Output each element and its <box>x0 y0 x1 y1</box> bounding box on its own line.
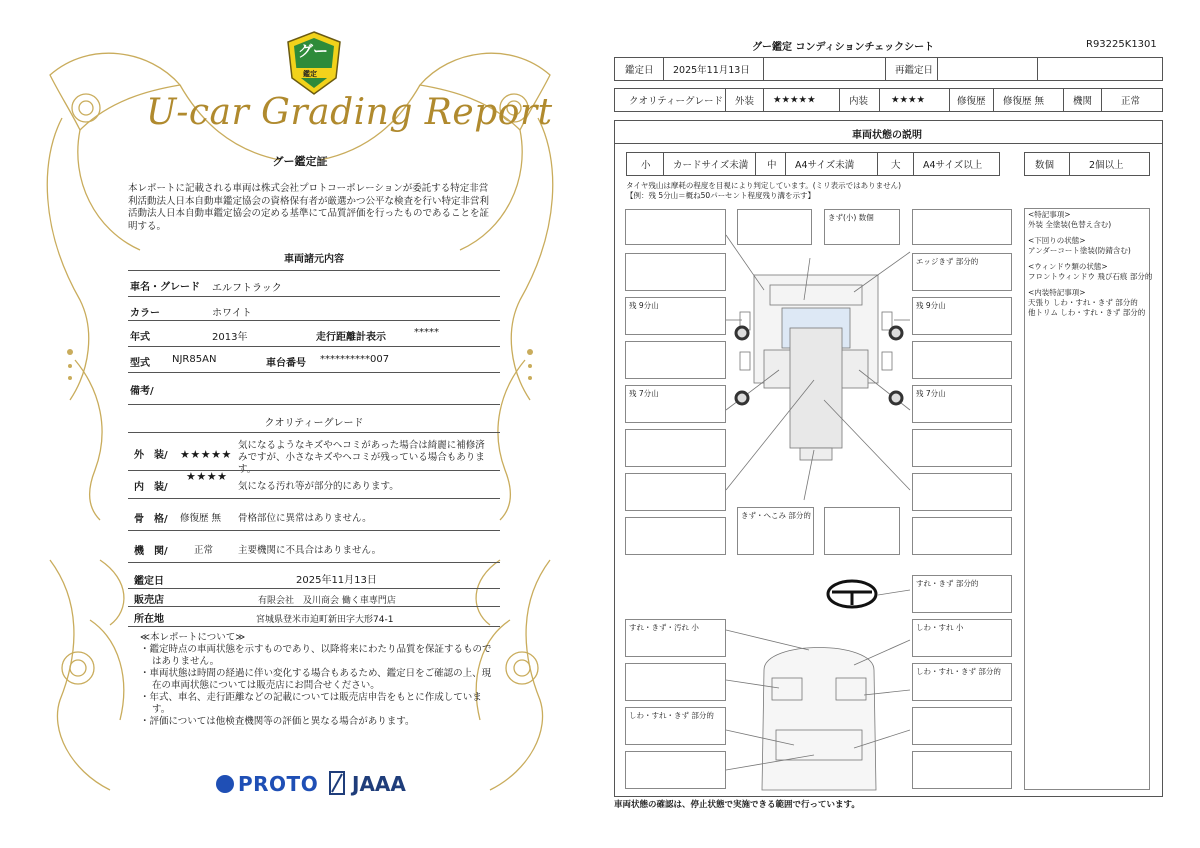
badge-kantei-text: 鑑定 <box>303 70 317 78</box>
damage-box <box>625 751 726 789</box>
legend-count: 数個 <box>1035 160 1055 171</box>
car-name-value: エルフトラック <box>212 283 282 294</box>
damage-box-seat-rear-left: しわ・すれ・きず 部分的 <box>625 707 726 745</box>
remarks-line: <下回りの状態> <box>1028 236 1086 245</box>
quality-title: クオリティーグレード <box>264 418 364 429</box>
sheet-date-label: 鑑定日 <box>625 65 654 76</box>
frame-value: 修復歴 無 <box>180 513 222 524</box>
frame-description: 骨格部位に異常はありません。 <box>238 513 372 524</box>
sheet-repair-value: 修復歴 無 <box>1003 96 1045 107</box>
model-label: 型式 <box>130 358 150 369</box>
damage-box <box>625 663 726 701</box>
damage-box <box>912 707 1012 745</box>
date-label: 鑑定日 <box>134 576 164 587</box>
tire-example: 【例：残 5分山＝概ね50パーセント程度残り溝を示す】 <box>626 191 816 200</box>
car-name-label: 車名・グレード <box>130 282 200 293</box>
sheet-interior-stars: ★★★★ <box>891 94 926 106</box>
mileage-value: ***** <box>414 327 439 338</box>
remarks-line: 他トリム しわ・すれ・きず 部分的 <box>1028 308 1146 317</box>
damage-box <box>625 429 726 467</box>
sheet-exterior-label: 外装 <box>735 96 755 107</box>
chassis-label: 車台番号 <box>266 358 306 369</box>
damage-box-front-edge: エッジきず 部分的 <box>912 253 1012 291</box>
jaaa-logo-mark <box>326 770 348 796</box>
legend-small-desc: カードサイズ未満 <box>673 160 749 171</box>
remarks-line: アンダーコート塗装(防錆含む) <box>1028 246 1131 255</box>
remarks-line: <内装特記事項> <box>1028 288 1086 297</box>
legend-large: 大 <box>891 160 901 171</box>
remarks-line: 外装 全塗装(色替え含む) <box>1028 220 1112 229</box>
remarks-line: <特記事項> <box>1028 210 1071 219</box>
year-label: 年式 <box>130 332 150 343</box>
size-legend <box>626 152 1000 176</box>
proto-logo-mark <box>216 775 234 793</box>
sheet-interior-label: 内装 <box>849 96 869 107</box>
date-value: 2025年11月13日 <box>296 575 377 586</box>
legend-small: 小 <box>641 160 651 171</box>
grade-row <box>614 88 1163 112</box>
color-value: ホワイト <box>212 308 252 319</box>
exterior-description: 気になるようなキズやヘコミがあった場合は綺麗に補修済みですが、小さなキズやヘコミが残っている場合もあります。 <box>238 440 485 475</box>
damage-box <box>625 253 726 291</box>
damage-box-steering: すれ・きず 部分的 <box>912 575 1012 613</box>
model-value: NJR85AN <box>172 354 217 365</box>
script-report-title: U-car Grading Report <box>146 92 553 133</box>
dealer-value: 有限会社 及川商会 働く車専門店 <box>258 596 396 606</box>
address-value: 宮城県登米市迫町新田字大形74-1 <box>256 615 394 625</box>
legend-large-desc: A4サイズ以上 <box>923 160 983 171</box>
interior-stars: ★★★★ <box>186 470 228 483</box>
interior-label: 内 装/ <box>134 482 168 493</box>
notes-title: ≪本レポートについて≫ <box>140 632 246 643</box>
address-label: 所在地 <box>134 614 164 625</box>
damage-box <box>912 341 1012 379</box>
damage-box <box>912 473 1012 511</box>
date-row <box>614 57 1163 81</box>
condition-title: 車両状態の説明 <box>852 130 922 141</box>
document-number: R93225K1301 <box>1086 39 1157 50</box>
note-item: ・車両状態は時間の経過に伴い変化する場合もあるため、鑑定日をご確認の上、現在の車両状態については販売店にお問合せください。 <box>140 668 492 691</box>
damage-box-rear: きず・へこみ 部分的 <box>737 507 814 555</box>
engine-label: 機 関/ <box>134 546 168 557</box>
damage-box <box>625 517 726 555</box>
damage-box <box>912 751 1012 789</box>
remarks-list <box>1028 210 1152 318</box>
color-label: カラー <box>130 308 160 319</box>
dealer-label: 販売店 <box>134 595 164 606</box>
sheet-title: グー鑑定 コンディションチェックシート <box>752 42 935 53</box>
sheet-date-value: 2025年11月13日 <box>673 65 750 76</box>
damage-box <box>824 507 900 555</box>
proto-logo: PROTO <box>238 772 319 796</box>
sheet-engine-value: 正常 <box>1121 96 1141 107</box>
damage-box-seat-front-left: すれ・きず・汚れ 小 <box>625 619 726 657</box>
legend-medium-desc: A4サイズ未満 <box>795 160 855 171</box>
damage-box <box>737 209 812 245</box>
remarks-line: 天張り しわ・すれ・きず 部分的 <box>1028 298 1138 307</box>
damage-box-tire-rear-left: 残 7分山 <box>625 385 726 423</box>
certificate-statement: 本レポートに記載される車両は株式会社プロトコーポレーションが委託する特定非営利活動法人日本自動車鑑定協会の資格保有者が厳選かつ公平な検査を行い特定非営利活動法人日本自動車鑑定協会の定める基準にて品質評価を行ったものであることを証明する。 <box>128 183 490 232</box>
report-notes <box>140 632 500 728</box>
reinspect-label: 再鑑定日 <box>895 65 934 76</box>
damage-box-tire-front-right: 残 9分山 <box>912 297 1012 335</box>
sheet-grade-label: クオリティーグレード <box>629 96 724 107</box>
remarks-line: フロントウィンドウ 飛び石痕 部分的 <box>1028 272 1153 281</box>
frame-label: 骨 格/ <box>134 514 168 525</box>
damage-box <box>912 209 1012 245</box>
damage-box <box>625 209 726 245</box>
sheet-repair-label: 修復歴 <box>957 96 986 107</box>
note-item: ・評価については他検査機関等の評価と異なる場合があります。 <box>140 716 415 727</box>
damage-box <box>625 473 726 511</box>
sheet-exterior-stars: ★★★★★ <box>773 94 816 106</box>
sheet-engine-label: 機関 <box>1073 96 1093 107</box>
remarks-line: <ウィンドウ類の状態> <box>1028 262 1108 271</box>
remarks-label: 備考/ <box>130 386 154 397</box>
mileage-label: 走行距離計表示 <box>316 332 386 343</box>
jaaa-logo: JAAA <box>352 772 406 796</box>
damage-box-roof: きず(小) 数個 <box>824 209 900 245</box>
damage-box <box>912 429 1012 467</box>
damage-box <box>625 341 726 379</box>
specs-title: 車両諸元内容 <box>284 254 344 265</box>
engine-value: 正常 <box>194 545 214 556</box>
sheet-footer-note: 車両状態の確認は、停止状態で実施できる範囲で行っています。 <box>614 800 860 810</box>
damage-box-seat-rear-right: しわ・すれ・きず 部分的 <box>912 663 1012 701</box>
count-legend <box>1024 152 1150 176</box>
tire-note: タイヤ残山は摩耗の程度を目視により判定しています。(ミリ表示ではありません) <box>626 181 902 190</box>
chassis-value: **********007 <box>320 354 390 365</box>
exterior-label: 外 装/ <box>134 450 168 461</box>
note-item: ・年式、車名、走行距離などの記載については販売店申告をもとに作成しています。 <box>140 692 482 715</box>
damage-box-seat-front-right: しわ・すれ 小 <box>912 619 1012 657</box>
legend-count-desc: 2個以上 <box>1089 160 1124 171</box>
exterior-stars: ★★★★★ <box>180 448 232 461</box>
year-value: 2013年 <box>212 332 248 343</box>
badge-goo-text: グー <box>298 42 329 60</box>
legend-medium: 中 <box>767 160 777 171</box>
engine-description: 主要機関に不具合はありません。 <box>238 545 382 556</box>
damage-box <box>912 517 1012 555</box>
steering-wheel-icon <box>828 581 876 607</box>
interior-description: 気になる汚れ等が部分的にあります。 <box>238 481 399 492</box>
damage-box-tire-rear-right: 残 7分山 <box>912 385 1012 423</box>
note-item: ・鑑定時点の車両状態を示すものであり、以降将来にわたり品質を保証するものではありません。 <box>140 644 492 667</box>
damage-box-tire-front-left: 残 9分山 <box>625 297 726 335</box>
certificate-title: グー鑑定証 <box>272 155 328 168</box>
